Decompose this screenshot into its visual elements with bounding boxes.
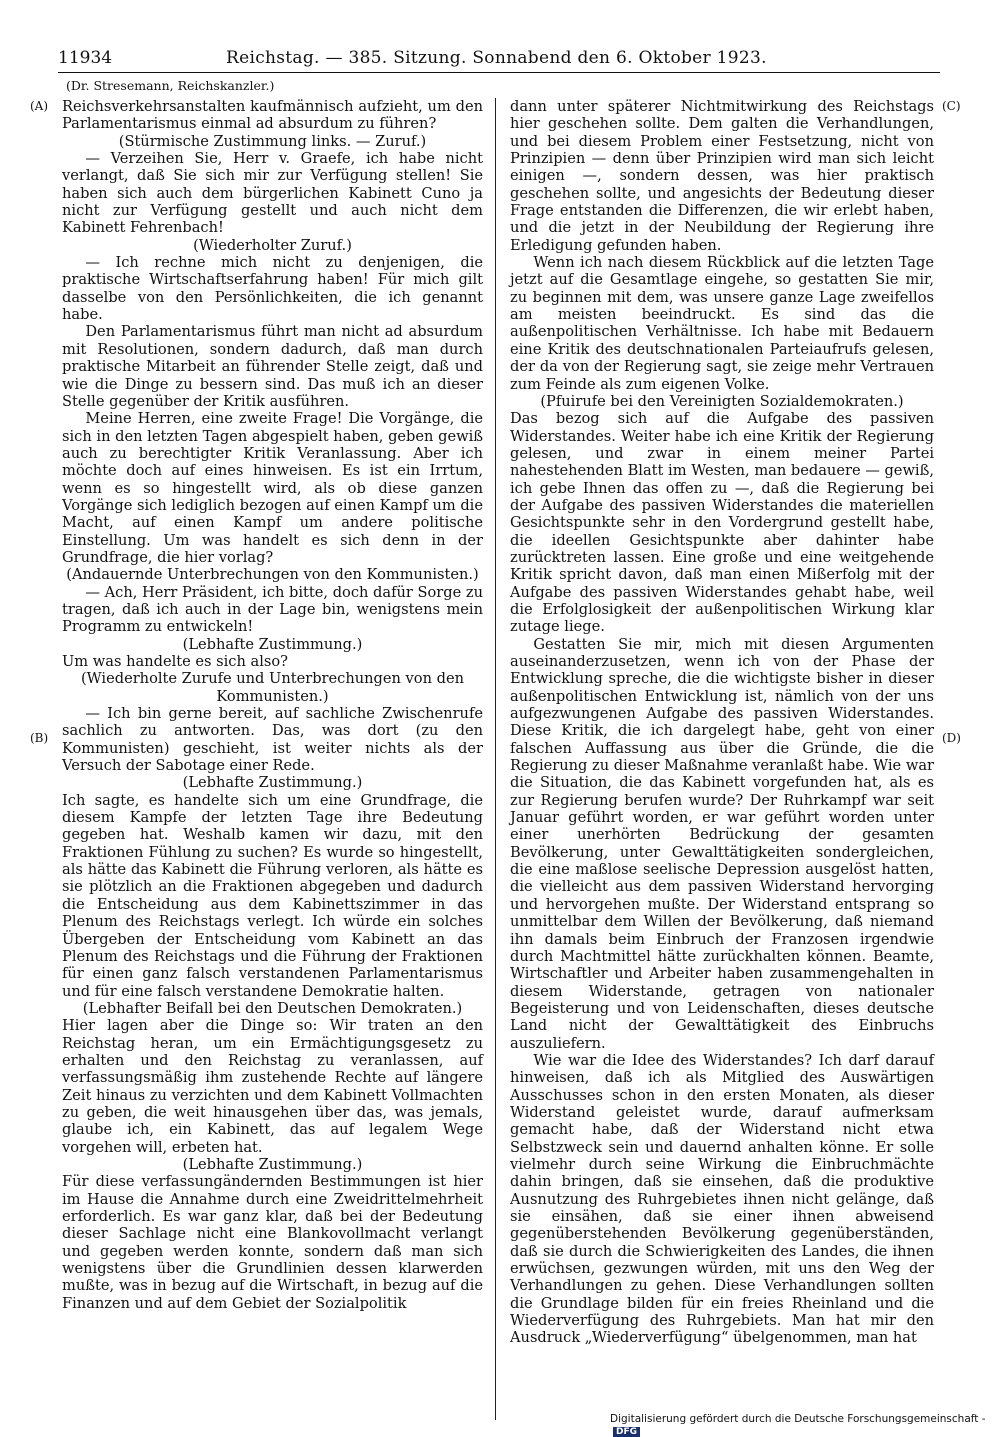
paragraph: Gestatten Sie mir, mich mit diesen Argumenten auseinanderzusetzen, wenn ich von der Phase der Entwicklung spreche, die die wichtigste bisher in dieser außenpolitischen Entwicklung ist, nämlich von der uns aufgezwungenen Aufgabe des passiven Widerstandes. Diese Kritik, die ich dargelegt habe, geht von einer falschen Auffassung aus über die Gründe, die die Regierung zu dieser Maßnahme veranlaßt habe. Wie war die Situation, die das Kabinett vorgefunden hat, als es zur Regierung berufen wurde? Der Ruhrkampf war seit Januar geführt worden, er war geführt worden unter einer unerhörten Bedrückung der gesamten Bevölkerung, unter Gewalttätigkeiten sondergleichen, die eine maßlose seelische Depression ausgelöst hatten, die vielleicht aus dem passiven Widerstand hervorging und hervorgehen mußte. Der Widerstand entsprang so unmittelbar dem Willen der Bevölkerung, daß niemand ihn damals beim Einbruch der Franzosen irgendwie durch Machtmittel hätte zurückhalten können. Beamte, Wirtschaftler und Arbeiter haben zusammengehalten in diesem Widerstande, getragen von nationaler Begeisterung und von Leidenschaften, dieses deutsche Land nicht der Gewalttätigkeit des Einbruchs auszuliefern.	[510, 635, 934, 1052]
interjection: (Lebhafter Beifall bei den Deutschen Demokraten.)	[82, 999, 463, 1017]
column-divider	[495, 98, 496, 1420]
interjection: (Pfuirufe bei den Vereinigten Sozialdemokraten.)	[540, 392, 904, 410]
paragraph: Um was handelte es sich also?	[62, 653, 288, 670]
footer-credit	[610, 1413, 1000, 1437]
margin-mark-c: (C)	[942, 99, 961, 113]
margin-mark-b: (B)	[30, 731, 49, 745]
interjection: (Wiederholte Zurufe und Unterbrechungen von den Kommunisten.)	[80, 670, 465, 705]
paragraph: — Verzeihen Sie, Herr v. Graefe, ich habe nicht verlangt, daß Sie sich mir zur Verfügung stellen! Sie haben sich auch dem bürgerlichen Kabinett Cuno ja nicht zur Verfügung gestellt und auch nicht dem Kabinett Fehrenbach!	[62, 150, 483, 237]
dfg-logo: DFG	[613, 1427, 640, 1437]
interjection: (Lebhafte Zustimmung.)	[182, 635, 363, 653]
interjection: (Wiederholter Zuruf.)	[193, 236, 352, 254]
paragraph: Reichsverkehrsanstalten kaufmännisch aufzieht, um den Parlamentarismus einmal ad absurdum zu führen?	[62, 98, 483, 133]
paragraph: Ich sagte, es handelte sich um eine Grundfrage, die diesem Kampfe der letzten Tage ihre Bedeutung gegeben hat. Weshalb kamen wir dazu, mit den Fraktionen Fühlung zu suchen? Es wurde so hingestellt, als hätte das Kabinett die Führung verloren, als hätte es sie plötzlich an die Fraktionen abgegeben und dadurch die Entscheidung aus dem Kabinettszimmer in das Plenum des Reichstags verlegt. Ich würde ein solches Übergeben der Entscheidung vom Kabinett an das Plenum des Reichstags und die Führung der Fraktionen für einen ganz falsch verstandenen Parlamentarismus und für eine falsch verstandene Demokratie halten.	[62, 791, 483, 1000]
paragraph: dann unter späterer Nichtmitwirkung des Reichstags hier geschehen sollte. Dem galten die Verhandlungen, und bei diesem Problem einer Festsetzung, nicht von Prinzipien — denn über Prinzipien wird man sich leicht einigen —, sondern dessen, was hier praktisch geschehen sollte, und angesichts der Bedeutung dieser Frage entstanden die Differenzen, die wir erlebt haben, und die jetzt in der Neubildung der Regierung ihre Erledigung gefunden haben.	[510, 98, 934, 254]
interjection: (Stürmische Zustimmung links. — Zuruf.)	[118, 132, 427, 150]
paragraph: Hier lagen aber die Dinge so: Wir traten an den Reichstag heran, um ein Ermächtigungsgesetz zu erhalten und den Reichstag zu veranlassen, auf verfassungsmäßig ihm zustehende Rechte auf längere Zeit hinaus zu verzichten und dem Kabinett Vollmachten zu geben, die weit hinausgehen über das, was jemals, glaube ich, ein Kabinett, das auf legalem Wege vorgehen will, erbeten hat.	[62, 1017, 483, 1156]
header-rule	[58, 72, 940, 73]
interjection: (Lebhafte Zustimmung.)	[182, 1155, 363, 1173]
interjection: (Andauernde Unterbrechungen von den Kommunisten.)	[66, 566, 479, 584]
left-column	[62, 98, 483, 1312]
page-number: 11934	[58, 48, 113, 68]
paragraph: — Ich rechne mich nicht zu denjenigen, die praktische Wirtschaftserfahrung haben! Für mich gilt dasselbe von den Persönlichkeiten, die ich genannt habe.	[62, 254, 483, 324]
footer-text: Digitalisierung gefördert durch die Deutsche Forschungsgemeinschaft -	[610, 1413, 986, 1425]
page-title: Reichstag. — 385. Sitzung. Sonnabend den 6. Oktober 1923.	[226, 48, 767, 68]
speaker-label: (Dr. Stresemann, Reichskanzler.)	[66, 78, 275, 93]
paragraph: — Ich bin gerne bereit, auf sachliche Zwischenrufe sachlich zu antworten. Das, was dort (zu den Kommunisten) geschieht, ist weiter nichts als der Versuch der Sabotage einer Rede.	[62, 705, 483, 775]
paragraph: — Ach, Herr Präsident, ich bitte, doch dafür Sorge zu tragen, daß ich auch in der Lage bin, wenigstens mein Programm zu entwickeln!	[62, 583, 483, 636]
paragraph: Wenn ich nach diesem Rückblick auf die letzten Tage jetzt auf die Gesamtlage eingehe, so gestatten Sie mir, zu beginnen mit dem, was unsere ganze Lage zweifellos am meisten beeindruckt. Es sind das die außenpolitischen Verhältnisse. Ich habe mit Bedauern eine Kritik des deutschnationalen Parteiaufrufs gelesen, der da von der Regierung sagt, sie zeige mehr Vertrauen zum Feinde als zum eigenen Volke.	[510, 254, 934, 393]
paragraph: Meine Herren, eine zweite Frage! Die Vorgänge, die sich in den letzten Tagen abgespielt haben, geben gewiß auch zu berechtigter Kritik Veranlassung. Aber ich möchte doch auf eines hinweisen. Es ist ein Irrtum, wenn es so hingestellt wird, als ob diese ganzen Vorgänge sich lediglich bezogen auf einen Kampf um die Macht, auf einen Kampf um andere politische Einstellung. Um was handelt es sich denn in der Grundfrage, die hier vorlag?	[62, 410, 483, 566]
margin-mark-a: (A)	[30, 99, 49, 113]
page-header	[58, 48, 938, 72]
paragraph: Wie war die Idee des Widerstandes? Ich darf darauf hinweisen, daß ich als Mitglied des Auswärtigen Ausschusses schon in den ersten Monaten, als dieser Widerstand geleistet wurde, darauf aufmerksam gemacht habe, daß der Widerstand nicht etwa Selbstzweck sein und dauernd anhalten könne. Er solle vielmehr durch seine Wirkung die Einbruchmächte dahin bringen, daß sie einsehen, daß die produktive Ausnutzung des Ruhrgebietes ihnen nicht gelänge, daß sie einsähen, daß sie einer ihnen abweisend gegenüberstehenden Bevölkerung gegenüberständen, daß sie durch die Schwierigkeiten des Landes, die ihnen erwüchsen, gezwungen würden, mit uns den Weg der Verhandlungen zu gehen. Diese Verhandlungen sollten die Grundlage bilden für ein freies Rheinland und die Wiederverfügung des Ruhrgebiets. Man hat mir den Ausdruck „Wiederverfügung“ übelgenommen, man hat	[510, 1051, 934, 1347]
right-column	[510, 98, 934, 1347]
paragraph: Das bezog sich auf die Aufgabe des passiven Widerstandes. Weiter habe ich eine Kritik der Regierung gelesen, und zwar in einem meiner Partei nahestehenden Blatt im Westen, man bedauere — gewiß, ich gebe Ihnen das offen zu —, daß die Regierung bei der Aufgabe des passiven Widerstandes die materiellen Gesichtspunkte sehr in den Vordergrund gestellt habe, die ideellen Gesichtspunkte aber dahinter habe zurücktreten lassen. Eine große und eine weitgehende Kritik spricht davon, daß man einen Mißerfolg mit der Aufgabe des passiven Widerstandes gehabt habe, weil die Erfolglosigkeit der außenpolitischen Wirkung klar zutage liege.	[510, 410, 934, 636]
paragraph: Für diese verfassungändernden Bestimmungen ist hier im Hause die Annahme durch eine Zweidrittelmehrheit erforderlich. Es war ganz klar, daß bei der Bedeutung dieser Sachlage nicht eine Blankovollmacht verlangt und gegeben werden konnte, sondern daß man sich wenigstens über die Grundlinien dessen klarwerden mußte, was in bezug auf die Wirtschaft, in bezug auf die Finanzen und auf dem Gebiet der Sozialpolitik	[62, 1173, 483, 1312]
paragraph: Den Parlamentarismus führt man nicht ad absurdum mit Resolutionen, sondern dadurch, daß man durch praktische Mitarbeit an führender Stelle zeigt, daß und wie die Dinge zu bessern sind. Das muß ich an dieser Stelle gegenüber der Kritik ausführen.	[62, 323, 483, 410]
interjection: (Lebhafte Zustimmung.)	[182, 774, 363, 792]
margin-mark-d: (D)	[942, 731, 961, 745]
